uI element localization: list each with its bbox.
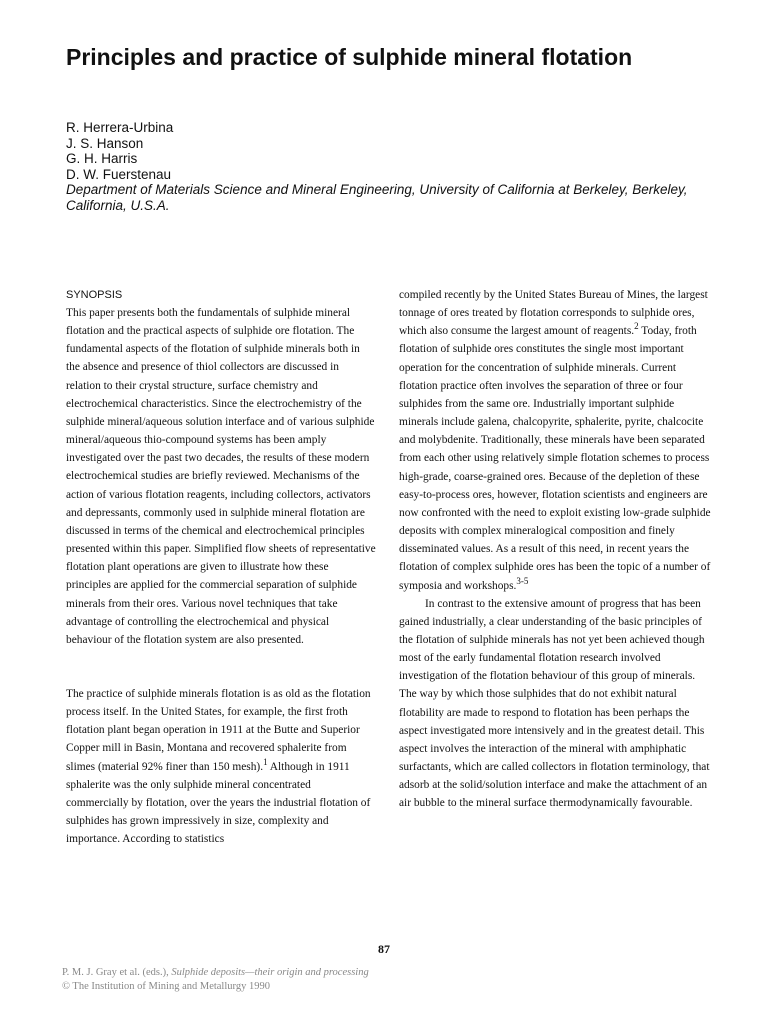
affiliation: Department of Materials Science and Mineral Engineering, University of California at Berkeley, Berkeley, California, U.S.A.: [66, 182, 688, 213]
reference-marker: 1: [263, 756, 268, 767]
left-column: [66, 286, 376, 848]
footer-book-title: Sulphide deposits—their origin and processing: [171, 967, 369, 978]
author-name: R. Herrera-Urbina: [66, 120, 174, 135]
footer-citation: [62, 966, 562, 980]
second-paragraph: In contrast to the extensive amount of progress that has been gained industrially, a clear understanding of the basic principles of the flotation of sulphide minerals has not yet been achieved though most of the early fundamental flotation research involved investigation of the flotation behaviour of this group of minerals. The way by which those sulphides that do not exhibit natural flotability are made to respond to flotation has been perhaps the aspect investigated more intensively and in the greatest detail. This aspect involves the interaction of the mineral with amphiphatic surfactants, which are called collectors in flotation terminology, that adsorb at the solid/solution interface and make the attachment of an air bubble to the mineral surface thermodynamically favourable.: [399, 597, 710, 810]
intro-text: Today, froth flotation of sulphide ores constitutes the single most important operation for the concentration of sulphide minerals. Current flotation practice often involves the separation of three or four sulphides from the same ore. Industrially important sulphide minerals include galena, chalcopyrite, sphalerite, pyrite, chalcocite and molybdenite. Traditionally, these minerals have been separated from each other using relatively simple flotation schemes to process high-grade, coarse-grained ores. Because of the depletion of these easy-to-process ores, however, flotation scientists and engineers are now confronted with the need to exploit existing low-grade sulphide deposits with complex mineralogical composition and finely disseminated values. As a result of this need, in recent years the flotation of complex sulphide ores has been the topic of a number of symposia and workshops.: [399, 325, 711, 592]
right-column: [399, 286, 711, 813]
footer-copyright: © The Institution of Mining and Metallurgy 1990: [62, 981, 270, 992]
intro-text: compiled recently by the United States Bureau of Mines, the largest tonnage of ores treated by flotation corresponds to sulphide ores, which also consume the largest amount of reagents.: [399, 289, 708, 338]
intro-paragraph-continued: [399, 286, 711, 595]
paper-title: Principles and practice of sulphide mineral flotation: [66, 44, 633, 70]
footer-editors: P. M. J. Gray et al. (eds.),: [62, 967, 172, 978]
author-name: D. W. Fuerstenau: [66, 166, 172, 182]
intro-paragraph: [66, 685, 376, 848]
author-name: J. S. Hanson: [66, 135, 144, 151]
author-block: [66, 120, 706, 213]
synopsis-text: This paper presents both the fundamentals of sulphide mineral flotation and the practical aspects of sulphide ore flotation. The fundamental aspects of the flotation of sulphide minerals both in the absence and presence of thiol collectors are discussed in relation to their crystal structure, surface chemistry and electrochemical characteristics. Since the electrochemistry of the sulphide mineral/aqueous solution interface and of various sulphide mineral/aqueous thio-compound systems has been amply investigated over the past two decades, the results of these modern electrochemical studies are briefly reviewed. Mechanisms of the action of various flotation reagents, including collectors, activators and depressants, commonly used in sulphide mineral flotation are discussed in terms of the chemical and electrochemical principles presented within this paper. Simplified flow sheets of representative flotation plant operations are given to illustrate how these principles are applied for the commercial separation of sulphide minerals from their ores. Various novel techniques that take advantage of controlling the electrochemical and physical behaviour of the flotation system are also presented.: [66, 307, 376, 646]
intro-text: Although in 1911 sphalerite was the only sulphide mineral concentrated commercially by flotation, over the years the industrial flotation of sulphides has grown impressively in size, complexity and importance. According to statistics: [66, 760, 371, 846]
page-number: 87: [378, 942, 390, 956]
reference-marker: 2: [634, 321, 639, 332]
intro-text: The practice of sulphide minerals flotation is as old as the flotation process itself. In the United States, for example, the first froth flotation plant began operation in 1911 at the Butte and Superior Copper mill in Basin, Montana and recovered sphalerite from slimes (material 92% finer than 150 mesh).: [66, 687, 371, 773]
author-name: G. H. Harris: [66, 151, 138, 166]
footer: [62, 966, 562, 994]
synopsis-heading: SYNOPSIS: [66, 289, 123, 301]
reference-marker: 3-5: [516, 575, 529, 586]
